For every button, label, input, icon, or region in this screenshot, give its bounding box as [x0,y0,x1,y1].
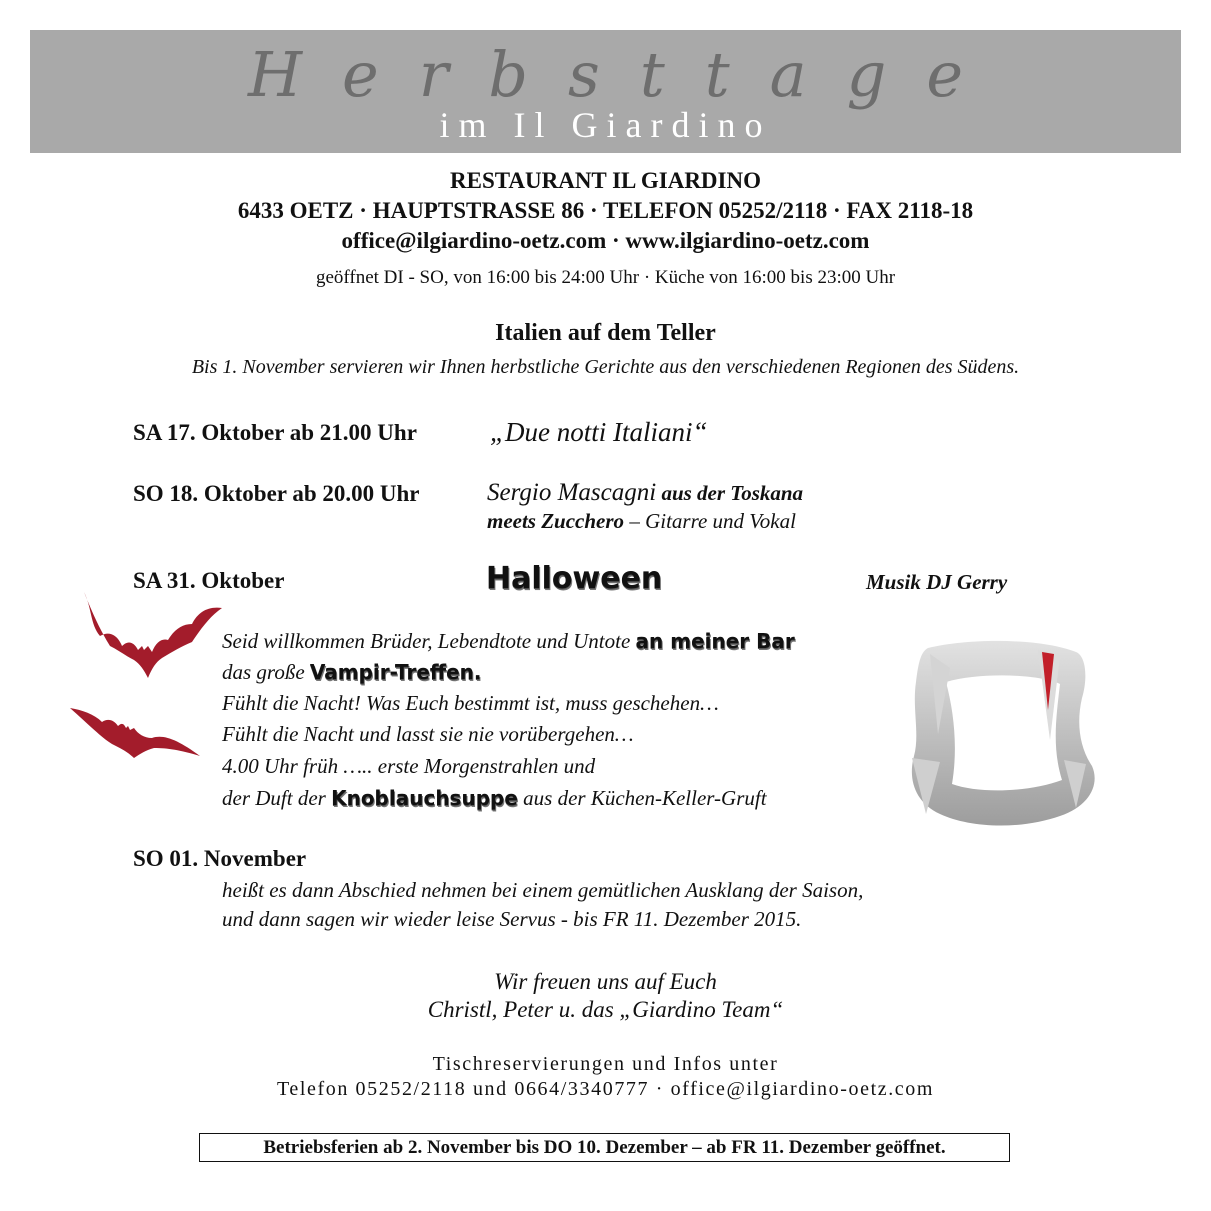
event-date: SO 18. Oktober ab 20.00 Uhr [133,481,420,506]
intro-heading: Italien auf dem Teller [495,320,716,346]
restaurant-address: 6433 OETZ · HAUPTSTRASSE 86 · TELEFON 05252/2118 · FAX 2118-18 [237,198,974,223]
holiday-notice: Betriebsferien ab 2. November bis DO 10. Dezember – ab FR 11. Dezember geöffnet. [199,1133,1010,1162]
event-subline [487,508,796,534]
reservation-contact: Telefon 05252/2118 und 0664/3340777 · office@ilgiardino-oetz.com [276,1078,935,1100]
halloween-title: Halloween [486,561,663,596]
closing-signature: Christl, Peter u. das „Giardino Team“ [427,997,784,1022]
event-artist: Sergio Mascagni [487,479,657,506]
poem-line: 4.00 Uhr früh ….. erste Morgenstrahlen und [222,754,596,778]
event-date: SO 01. November [133,846,307,871]
november-line: und dann sagen wir wieder leise Servus - bis FR 11. Dezember 2015. [222,907,802,931]
poem-text: Seid willkommen Brüder, Lebendtote und Untote [222,629,636,653]
intro-text: Bis 1. November servieren wir Ihnen herbstliche Gerichte aus den verschiedenen Regionen des Südens. [191,356,1020,378]
poem-spooky-text: Vampir-Treffen. [309,660,482,684]
poem-line [222,627,795,655]
poem-spooky-text: Knoblauchsuppe [331,786,518,810]
poem-text: das große [222,660,310,684]
reservation-heading: Tischreservierungen und Infos unter [432,1053,779,1075]
event-title: „Due notti Italiani“ [490,417,708,447]
event-date: SA 31. Oktober [133,568,285,593]
restaurant-web: office@ilgiardino-oetz.com · www.ilgiardino-oetz.com [341,228,870,253]
event-date: SA 17. Oktober ab 21.00 Uhr [133,420,417,445]
event-artist-line [487,478,803,511]
poem-text: aus der Küchen-Keller-Gruft [517,786,767,810]
event-music: Musik DJ Gerry [866,570,1008,594]
event-artist-origin: aus der Toskana [656,481,804,505]
poem-line [222,784,767,812]
banner-subtitle: im Il Giardino [439,105,772,145]
bat-icon [82,590,224,682]
event-subline-rest: – Gitarre und Vokal [624,509,796,533]
november-line: heißt es dann Abschied nehmen bei einem gemütlichen Ausklang der Saison, [222,878,864,902]
bat-icon [68,704,202,762]
poem-line [222,658,481,686]
restaurant-name: RESTAURANT IL GIARDINO [450,168,761,193]
closing-line: Wir freuen uns auf Euch [494,969,717,994]
poem-text: der Duft der [222,786,332,810]
poem-line: Fühlt die Nacht und lasst sie nie vorübergehen… [222,722,634,746]
vampire-teeth-icon [900,638,1115,833]
poem-line: Fühlt die Nacht! Was Euch bestimmt ist, muss geschehen… [222,691,719,715]
event-subline-bold: meets Zucchero [487,509,625,533]
poem-spooky-text: an meiner Bar [635,629,795,653]
opening-hours: geöffnet DI - SO, von 16:00 bis 24:00 Uhr · Küche von 16:00 bis 23:00 Uhr [315,267,896,288]
banner-title: Herbsttage [247,38,1004,111]
